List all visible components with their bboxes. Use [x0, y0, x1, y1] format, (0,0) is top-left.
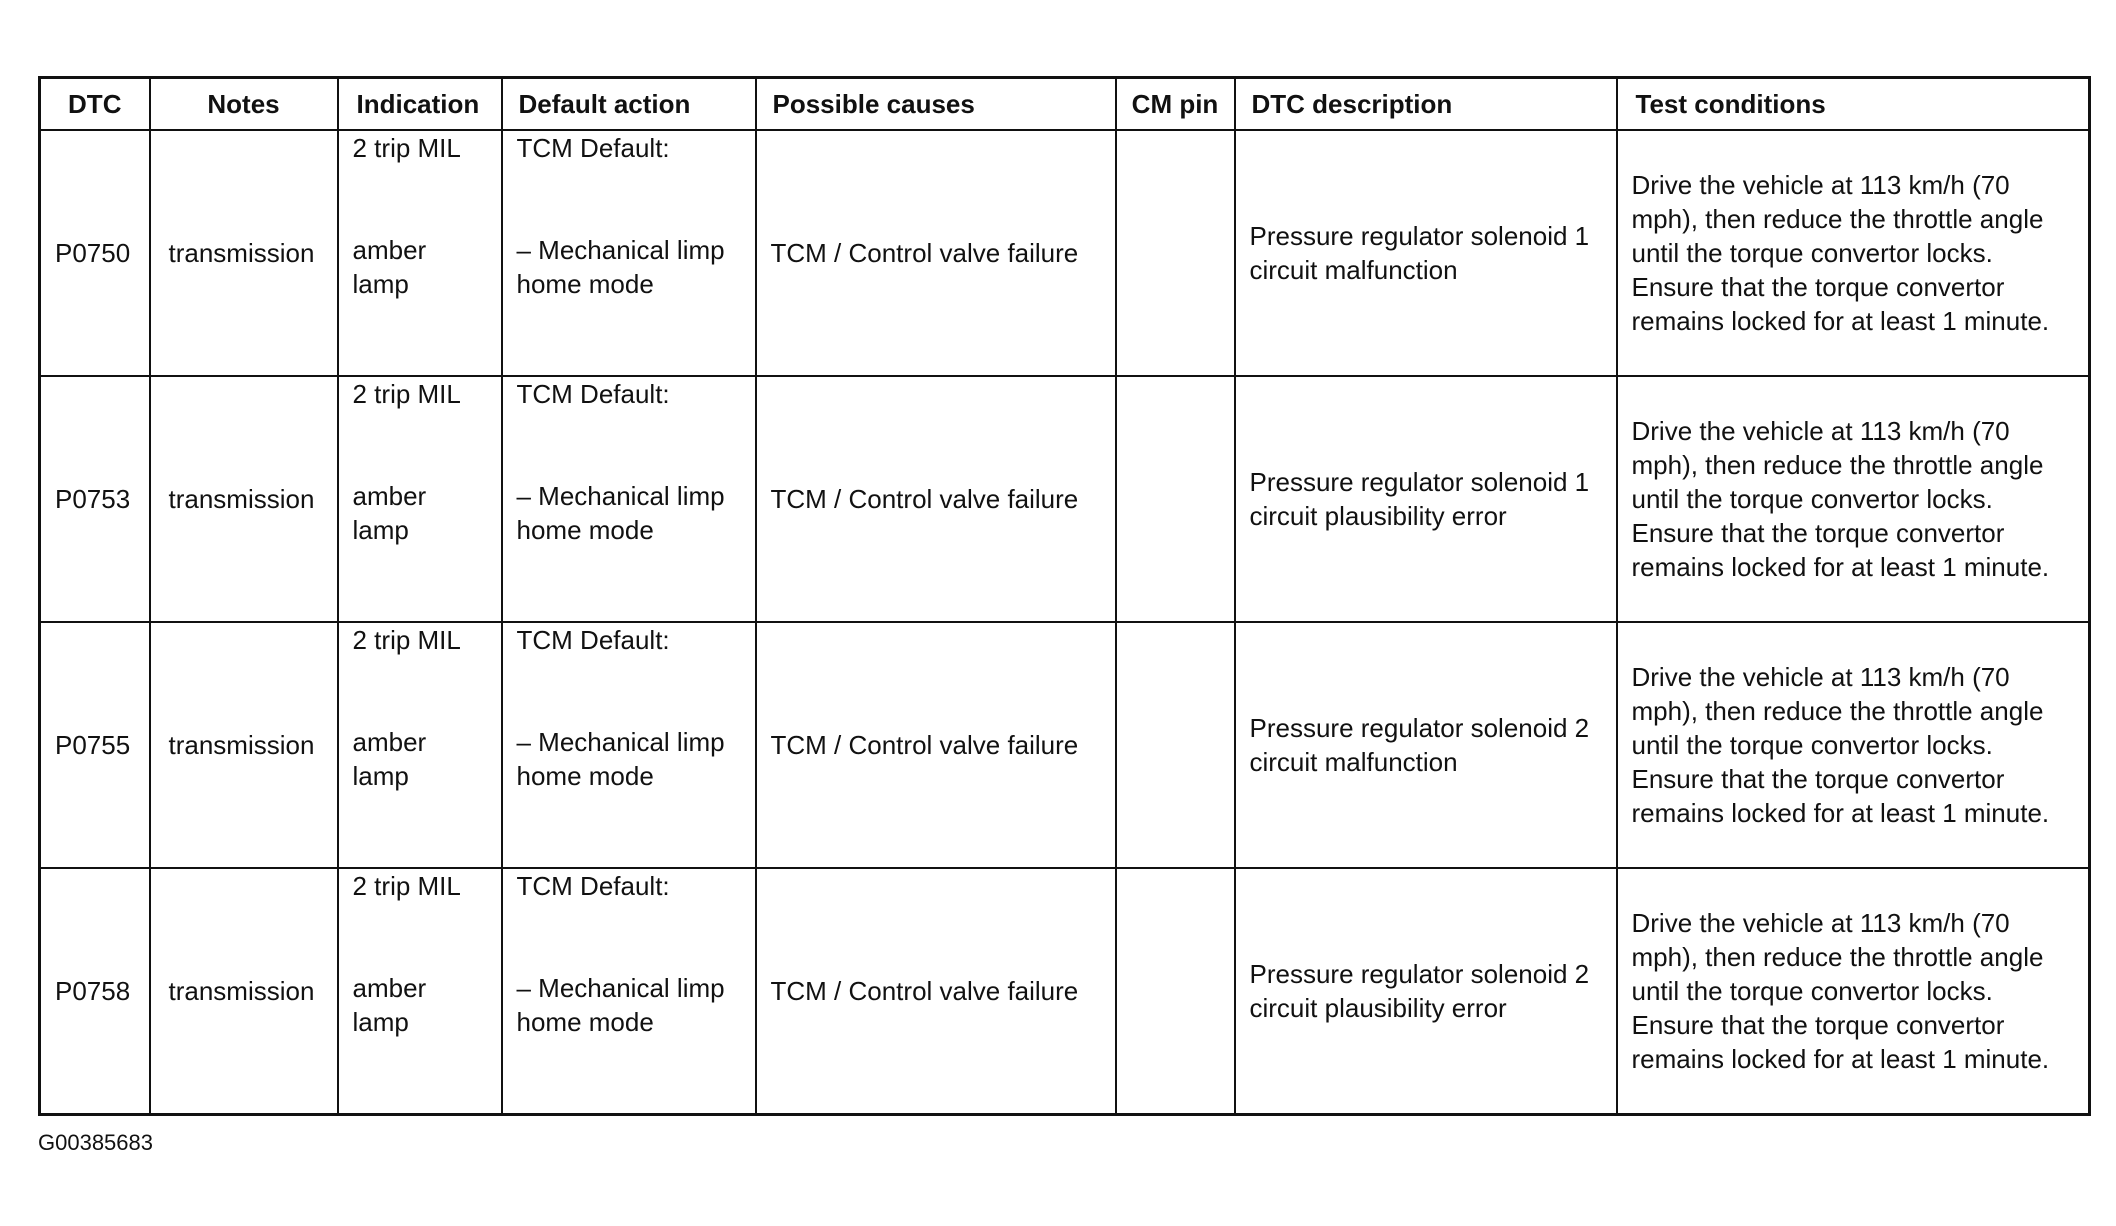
header-indication: Indication [338, 78, 502, 131]
default-action-mode: – Mechanical limp home mode [516, 481, 725, 545]
dtc-description-cell: Pressure regulator solenoid 2 circuit malfunction [1235, 622, 1617, 868]
default-action-cell [502, 622, 756, 868]
default-action-title: TCM Default: [516, 379, 670, 409]
indication-cell [338, 622, 502, 868]
default-action-mode: – Mechanical limp home mode [516, 973, 725, 1037]
indication-lamp: amber lamp [352, 481, 427, 545]
table-row [40, 376, 2090, 622]
dtc-description-cell: Pressure regulator solenoid 2 circuit plausibility error [1235, 868, 1617, 1115]
dtc-table [38, 76, 2091, 1116]
indication-mil: 2 trip MIL [352, 133, 461, 163]
default-action-title: TCM Default: [516, 871, 670, 901]
indication-lamp: amber lamp [352, 235, 427, 299]
test-conditions-cell: Drive the vehicle at 113 km/h (70 mph), then reduce the throttle angle until the torque convertor locks. Ensure that the torque convertor remains locked for at least 1 minute. [1617, 376, 2090, 622]
dtc-code: P0758 [40, 868, 150, 1115]
indication-mil: 2 trip MIL [352, 871, 461, 901]
header-cm-pin: CM pin [1116, 78, 1235, 131]
cm-pin-cell [1116, 130, 1235, 376]
header-row [40, 78, 2090, 131]
figure-id: G00385683 [38, 1130, 153, 1155]
table-row [40, 868, 2090, 1115]
notes-cell: transmission [150, 130, 338, 376]
default-action-cell [502, 868, 756, 1115]
header-dtc: DTC [40, 78, 150, 131]
header-test-conditions: Test conditions [1617, 78, 2090, 131]
table-row [40, 130, 2090, 376]
cm-pin-cell [1116, 622, 1235, 868]
notes-cell: transmission [150, 376, 338, 622]
default-action-cell [502, 130, 756, 376]
header-possible-causes: Possible causes [756, 78, 1116, 131]
possible-causes-cell: TCM / Control valve failure [756, 622, 1116, 868]
default-action-mode: – Mechanical limp home mode [516, 235, 725, 299]
header-notes: Notes [150, 78, 338, 131]
test-conditions-cell: Drive the vehicle at 113 km/h (70 mph), then reduce the throttle angle until the torque convertor locks. Ensure that the torque convertor remains locked for at least 1 minute. [1617, 130, 2090, 376]
notes-cell: transmission [150, 868, 338, 1115]
default-action-title: TCM Default: [516, 133, 670, 163]
header-dtc-description: DTC description [1235, 78, 1617, 131]
header-default-action: Default action [502, 78, 756, 131]
indication-cell [338, 130, 502, 376]
default-action-title: TCM Default: [516, 625, 670, 655]
dtc-code: P0750 [40, 130, 150, 376]
possible-causes-cell: TCM / Control valve failure [756, 376, 1116, 622]
default-action-mode: – Mechanical limp home mode [516, 727, 725, 791]
indication-cell [338, 376, 502, 622]
dtc-code: P0753 [40, 376, 150, 622]
test-conditions-cell: Drive the vehicle at 113 km/h (70 mph), then reduce the throttle angle until the torque convertor locks. Ensure that the torque convertor remains locked for at least 1 minute. [1617, 622, 2090, 868]
cm-pin-cell [1116, 376, 1235, 622]
indication-lamp: amber lamp [352, 973, 427, 1037]
indication-lamp: amber lamp [352, 727, 427, 791]
dtc-description-cell: Pressure regulator solenoid 1 circuit plausibility error [1235, 376, 1617, 622]
test-conditions-cell: Drive the vehicle at 113 km/h (70 mph), then reduce the throttle angle until the torque convertor locks. Ensure that the torque convertor remains locked for at least 1 minute. [1617, 868, 2090, 1115]
indication-cell [338, 868, 502, 1115]
cm-pin-cell [1116, 868, 1235, 1115]
indication-mil: 2 trip MIL [352, 625, 461, 655]
indication-mil: 2 trip MIL [352, 379, 461, 409]
possible-causes-cell: TCM / Control valve failure [756, 868, 1116, 1115]
dtc-description-cell: Pressure regulator solenoid 1 circuit malfunction [1235, 130, 1617, 376]
dtc-code: P0755 [40, 622, 150, 868]
default-action-cell [502, 376, 756, 622]
table-row [40, 622, 2090, 868]
notes-cell: transmission [150, 622, 338, 868]
possible-causes-cell: TCM / Control valve failure [756, 130, 1116, 376]
